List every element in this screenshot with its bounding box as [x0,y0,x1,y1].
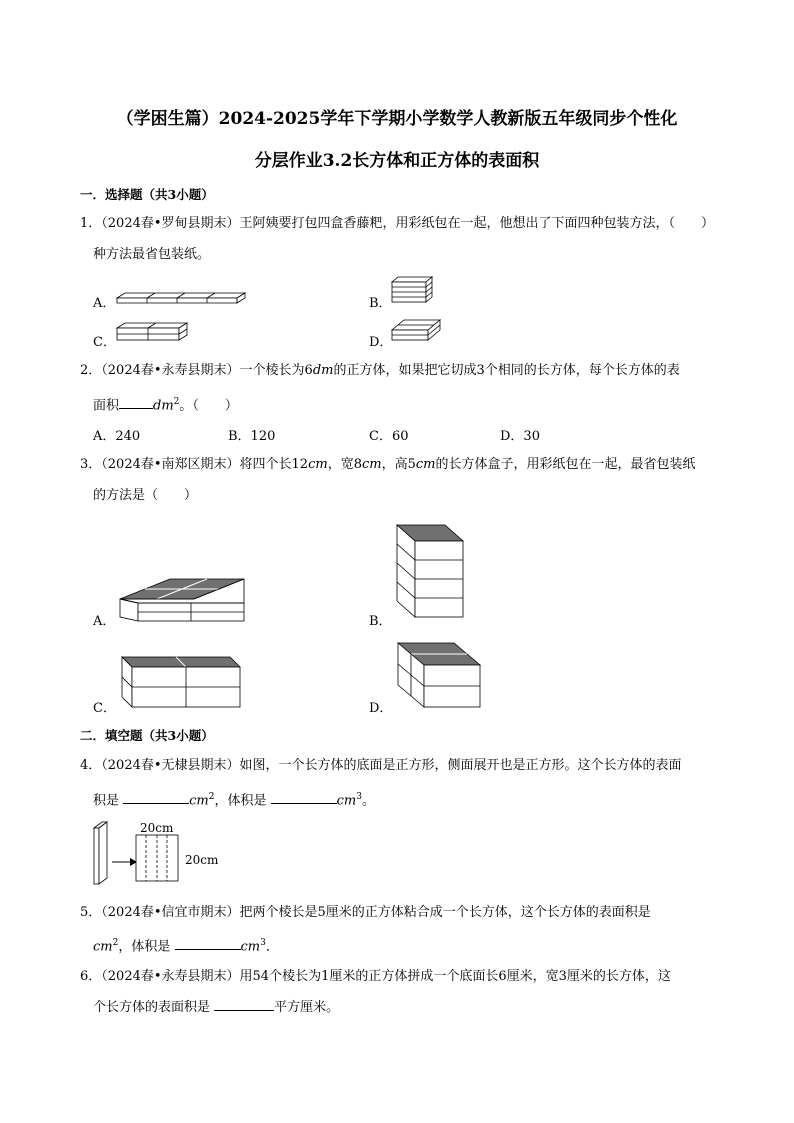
question-4 [80,756,682,776]
section-heading-fill: 二．填空题（共3小题） [80,728,214,743]
q3-option-a-label: A． [93,614,116,629]
q2-option-c: C．60 [369,429,409,444]
unit: cm [240,939,261,955]
q3-option-a-figure [118,577,250,625]
question-number: 2． [80,363,102,378]
answer-blank[interactable] [214,997,274,1011]
q1-option-d-label: D． [369,335,393,350]
q2-option-a: A．240 [93,429,141,444]
question-1 [80,214,714,234]
question-5 [80,903,651,923]
question-text: （2024春•罗甸县期末）王阿姨要打包四盒香藤粑，用彩纸包在一起，他想出了下面四种包装方法，（ ） [101,216,715,231]
q1-option-a-figure [115,290,255,306]
answer-blank[interactable] [175,936,241,950]
unit: dm [312,363,334,378]
question-text: （2024春•永寿县期末）用54个棱长为1厘米的正方体拼成一个底面长6厘米，宽3厘米的长方体，这 [101,969,671,984]
question-text: ，体积是 [214,793,267,809]
unit: cm [361,457,382,472]
question-text: ，高5 [381,457,416,472]
question-2-line2 [93,392,238,416]
q3-option-b-label: B． [369,614,392,629]
question-text: 的长方体盒子，用彩纸包在一起，最省包装纸 [435,457,696,472]
answer-blank[interactable] [271,790,337,804]
question-number: 3． [80,457,102,472]
question-2 [80,361,680,381]
question-6 [80,967,671,987]
unit-superscript: 2 [208,792,215,802]
question-4-line2 [93,787,375,811]
question-text: （2024春•无棣县期末）如图，一个长方体的底面是正方形，侧面展开也是正方形。这个长方体的表面 [101,758,682,773]
question-number: 1． [80,216,102,231]
question-3-line2: 的方法是（ ） [93,488,198,503]
q1-option-a-label: A． [93,296,116,311]
unit-superscript: 2 [112,938,119,948]
page-title-line2: 分层作业3.2长方体和正方体的表面积 [254,151,540,171]
unit: cm [93,939,113,955]
question-text: 平方厘米。 [274,1000,340,1015]
unit: cm [308,457,328,472]
q1-option-b-label: B． [369,296,392,311]
q1-option-c-figure [115,322,195,344]
q3-option-d-figure [396,641,486,711]
question-text: ． [265,939,279,955]
question-text: （2024春•永寿县期末）一个棱长为6 [101,363,313,378]
question-text: 面积 [93,398,120,414]
question-text: 。（ ） [179,398,238,414]
question-text: 。 [362,793,376,809]
section-heading-choice: 一．选择题（共3小题） [80,187,214,202]
question-number: 5． [80,905,102,920]
question-text: ，体积是 [118,939,171,955]
q4-figure-top-label: 20cm [140,821,174,835]
q1-option-b-figure [390,276,440,306]
question-text: ，宽8 [327,457,362,472]
question-6-line2 [93,997,339,1018]
unit-superscript: 3 [260,938,266,948]
q3-option-d-label: D． [369,701,393,716]
unit: cm [336,793,357,809]
question-3 [80,455,695,475]
unit: cm [189,793,209,809]
question-text: 积是 [93,793,120,809]
unit-superscript: 2 [173,397,180,407]
q1-option-c-label: C． [93,335,116,350]
q1-option-d-figure [390,318,446,344]
unit-superscript: 3 [356,792,362,802]
page-title-line1: （学困生篇）2024-2025学年下学期小学数学人教新版五年级同步个性化 [116,109,678,129]
q2-option-b: B．120 [228,429,276,444]
answer-blank[interactable] [119,395,153,409]
question-text: （2024春•南郑区期末）将四个长12 [101,457,309,472]
q2-option-d: D．30 [500,429,540,444]
question-text: （2024春•信宜市期末）把两个棱长是5厘米的正方体粘合成一个长方体，这个长方体的表面积是 [101,905,651,920]
question-number: 4． [80,758,102,773]
question-number: 6． [80,969,102,984]
q3-option-b-figure [395,523,469,621]
question-text: 的正方体，如果把它切成3个相同的长方体，每个长方体的表 [333,363,680,378]
question-text: 个长方体的表面积是 [93,1000,211,1015]
question-1-line2: 种方法最省包装纸。 [93,247,211,262]
unit: cm [415,457,436,472]
unit: dm [153,398,174,414]
answer-blank[interactable] [123,790,189,804]
q4-figure-side-label: 20cm [185,853,219,867]
question-5-line2 [93,933,279,957]
q3-option-c-figure [120,655,246,711]
q3-option-c-label: C． [93,701,116,716]
